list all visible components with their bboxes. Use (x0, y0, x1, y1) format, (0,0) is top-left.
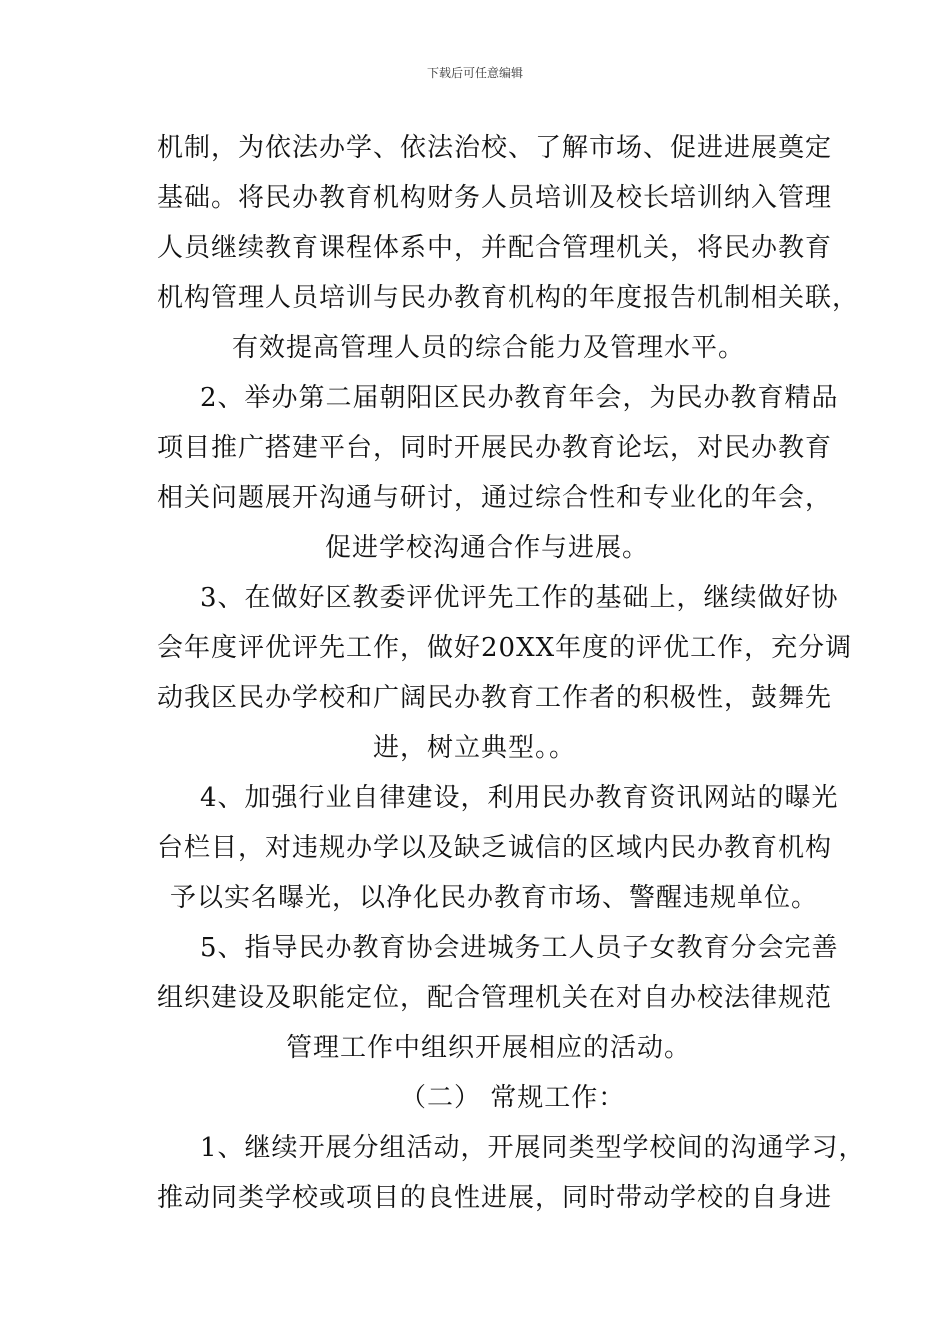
text-line: 人员继续教育课程体系中，并配合管理机关，将民办教育 (157, 233, 833, 263)
section-heading: （二） 常规工作： (400, 1083, 626, 1113)
text-line: 机制，为依法办学、依法治校、了解市场、促进进展奠定 (157, 133, 833, 163)
text-line: 组织建设及职能定位，配合管理机关在对自办校法律规范 (157, 983, 833, 1013)
page-header: 下载后可任意编辑 (426, 66, 523, 80)
text-line: 项目推广搭建平台，同时开展民办教育论坛，对民办教育 (157, 433, 833, 463)
text-line: 1、继续开展分组活动，开展同类型学校间的沟通学习， (200, 1133, 866, 1163)
text-line: 予以实名曝光，以净化民办教育市场、警醒违规单位。 (170, 883, 819, 913)
text-line: 动我区民办学校和广阔民办教育工作者的积极性，鼓舞先 (157, 683, 833, 713)
text-line: 会年度评优评先工作，做好20XX年度的评优工作，充分调 (157, 633, 853, 663)
text-line: 3、在做好区教委评优评先工作的基础上，继续做好协 (200, 583, 839, 613)
text-line: 推动同类学校或项目的良性进展，同时带动学校的自身进 (157, 1183, 833, 1213)
text-line: 2、举办第二届朝阳区民办教育年会，为民办教育精品 (200, 383, 839, 413)
text-line: 机构管理人员培训与民办教育机构的年度报告机制相关联， (157, 283, 860, 313)
text-line: 台栏目，对违规办学以及缺乏诚信的区域内民办教育机构 (157, 833, 833, 863)
text-line: 有效提高管理人员的综合能力及管理水平。 (232, 333, 746, 363)
text-line: 基础。将民办教育机构财务人员培训及校长培训纳入管理 (157, 183, 833, 213)
text-line: 5、指导民办教育协会进城务工人员子女教育分会完善 (200, 933, 839, 963)
text-line: 4、加强行业自律建设，利用民办教育资讯网站的曝光 (200, 783, 839, 813)
text-line: 相关问题展开沟通与研讨，通过综合性和专业化的年会， (157, 483, 833, 513)
text-line: 促进学校沟通合作与进展。 (325, 533, 650, 563)
text-line: 进，树立典型。。 (373, 733, 577, 763)
text-line: 管理工作中组织开展相应的活动。 (286, 1033, 692, 1063)
